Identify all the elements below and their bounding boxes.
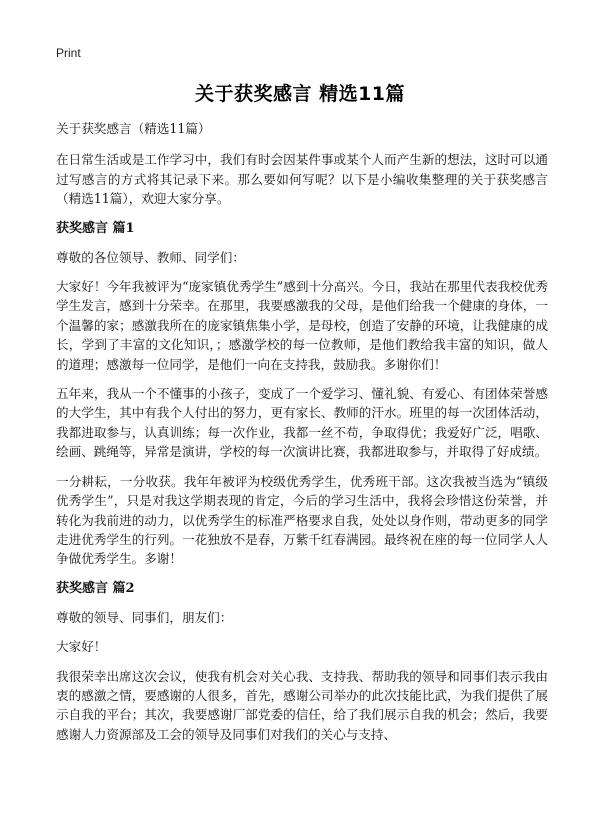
section-1-paragraph-3: 一分耕耘，一分收获。我年年被评为校级优秀学生，优秀班干部。这次我被当选为“镇级优秀学生”，只是对我这学期表现的肯定，今后的学习生活中，我将会珍惜这份荣誉，并转化为我前进的动力，以优秀学生的标准严格要求自我，处处以身作则，带动更多的同学走进优秀学生的行列。一花独放不是春，万紫千红春满园。最终祝在座的每一位同学人人争做优秀学生。多谢！ [56,473,548,567]
print-link[interactable]: Print [56,46,81,60]
section-1-heading: 获奖感言 篇1 [56,220,135,236]
section-2-salutation: 大家好！ [56,639,107,655]
page-title: 关于获奖感言 精选11篇 [194,83,406,105]
section-2-heading: 获奖感言 篇2 [56,580,135,596]
section-1-paragraph-1: 大家好！今年我被评为“庞家镇优秀学生”感到十分高兴。今日，我站在那里代表我校优秀学生发言，感到十分荣幸。在那里，我要感激我的父母，是他们给我一个健康的身体，一个温馨的家；感激我所在的庞家镇焦集小学，是母校，创造了安静的环境，让我健康的成长，学到了丰富的文化知识，；感激学校的每一位教师，是他们教给我丰富的知识，做人的道理；感激每一位同学，是他们一向在支持我，鼓励我。多谢你们！ [56,279,548,372]
section-2-greeting: 尊敬的领导、同事们，朋友们： [56,609,233,625]
intro-paragraph: 在日常生活或是工作学习中，我们有时会因某件事或某个人而产生新的想法，这时可以通过写感言的方式将其记录下来。那么要如何写呢？以下是小编收集整理的关于获奖感言（精选11篇），欢迎大家分享。 [56,152,548,207]
section-1-greeting: 尊敬的各位领导、教师、同学们： [56,249,245,265]
section-2-paragraph-1: 我很荣幸出席这次会议，使我有机会对关心我、支持我、帮助我的领导和同事们表示我由衷的感激之情，要感谢的人很多，首先，感谢公司举办的此次技能比武，为我们提供了展示自我的平台；其次，我要感谢厂部党委的信任，给了我们展示自我的机会；然后，我要感谢人力资源部及工会的领导及同事们对我们的关心与支持、 [56,668,548,742]
article-subtitle: 关于获奖感言（精选11篇） [56,121,211,136]
section-1-paragraph-2: 五年来，我从一个不懂事的小孩子，变成了一个爱学习、懂礼貌、有爱心、有团体荣誉感的大学生，其中有我个人付出的努力，更有家长、教师的汗水。班里的每一次团体活动，我都进取参与，认真训练；每一次作业，我都一丝不苟，争取得优；我爱好广泛，唱歌、绘画、跳绳等，异常是演讲，学校的每一次演讲比赛，我都进取参与，并取得了好成绩。 [56,386,548,460]
article-body [56,119,548,754]
